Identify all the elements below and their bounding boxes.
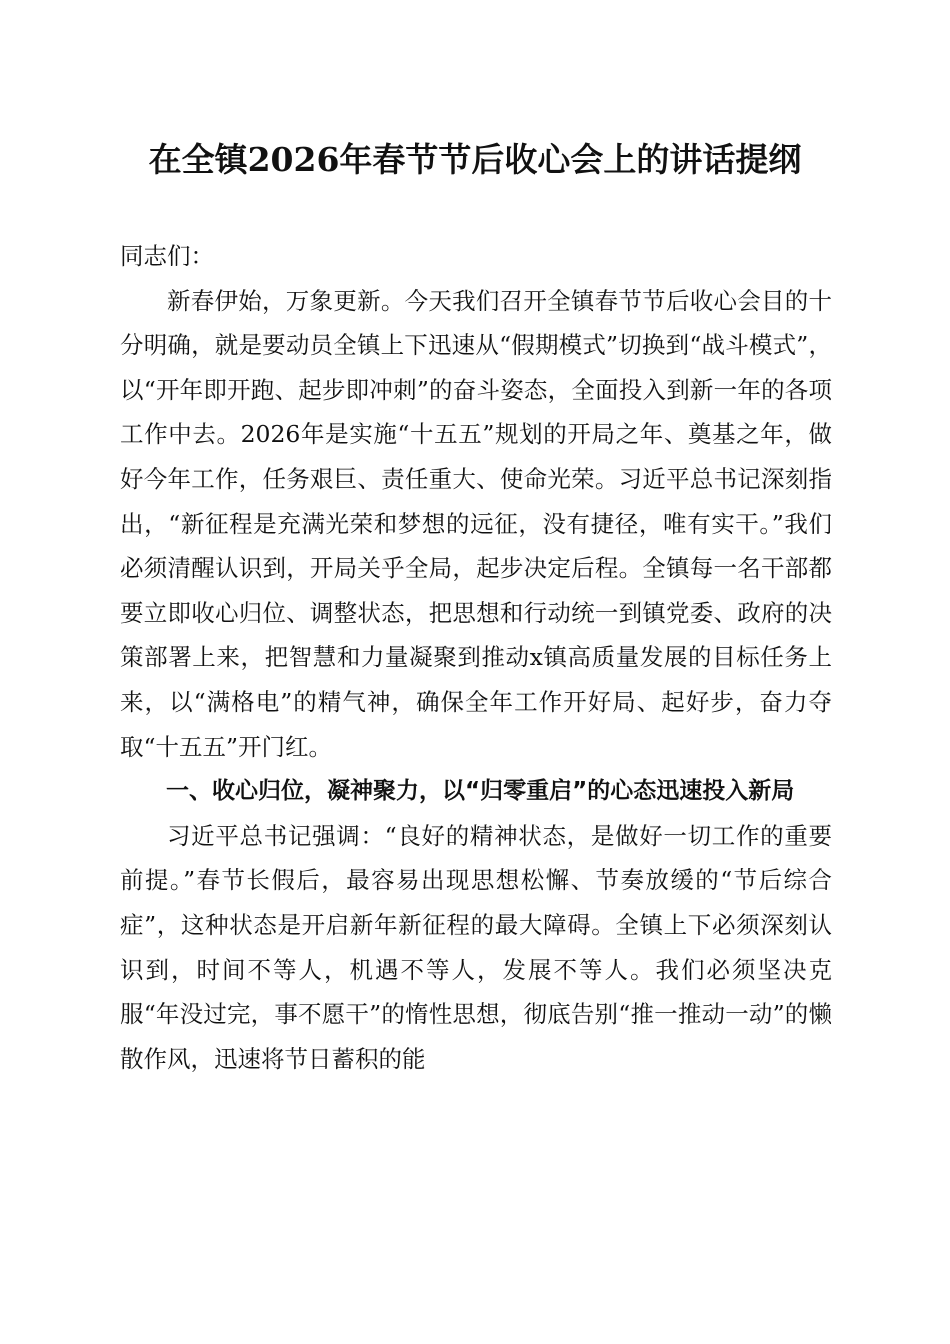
salutation: 同志们：: [120, 242, 214, 270]
document-body: [120, 234, 832, 1081]
document-title: 在全镇2026年春节节后收心会上的讲话提纲: [148, 140, 802, 179]
paragraph-section-1: 习近平总书记强调：“良好的精神状态，是做好一切工作的重要前提。”春节长假后，最容易出现思想松懈、节奏放缓的“节后综合症”，这种状态是开启新年新征程的最大障碍。全镇上下必须深刻认识到，时间不等人，机遇不等人，发展不等人。我们必须坚决克服“年没过完，事不愿干”的惰性思想，彻底告别“推一推动一动”的懒散作风，迅速将节日蓄积的能: [120, 821, 832, 1073]
paragraph-intro: 新春伊始，万象更新。今天我们召开全镇春节节后收心会目的十分明确，就是要动员全镇上下迅速从“假期模式”切换到“战斗模式”，以“开年即开跑、起步即冲刺”的奋斗姿态，全面投入到新一年的各项工作中去。2026年是实施“十五五”规划的开局之年、奠基之年，做好今年工作，任务艰巨、责任重大、使命光荣。习近平总书记深刻指出，“新征程是充满光荣和梦想的远征，没有捷径，唯有实干。”我们必须清醒认识到，开局关乎全局，起步决定后程。全镇每一名干部都要立即收心归位、调整状态，把思想和行动统一到镇党委、政府的决策部署上来，把智慧和力量凝聚到推动x镇高质量发展的目标任务上来，以“满格电”的精气神，确保全年工作开好局、起好步，奋力夺取“十五五”开门红。: [120, 286, 832, 761]
section-heading-1: 一、收心归位，凝神聚力，以“归零重启”的心态迅速投入新局: [166, 778, 795, 805]
